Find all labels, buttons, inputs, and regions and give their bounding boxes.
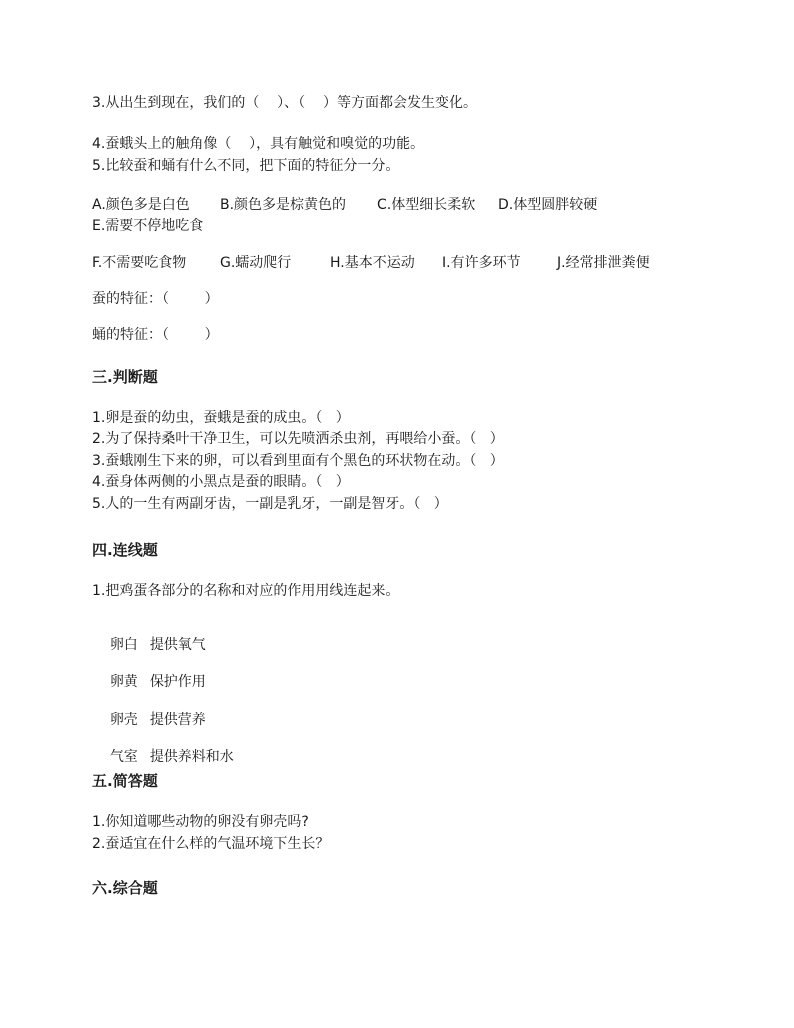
matching-left-item: 卵壳 xyxy=(109,712,138,728)
option-c: C.体型细长柔软 xyxy=(377,197,476,213)
option-e: E.需要不停地吃食 xyxy=(92,218,204,234)
silkworm-features: 蚕的特征：（ ） xyxy=(92,291,219,307)
question-3: 3.从出生到现在，我们的（ ）、（ ）等方面都会发生变化。 xyxy=(92,95,477,111)
section-title-judgment: 三.判断题 xyxy=(92,368,158,386)
option-a: A.颜色多是白色 xyxy=(92,197,190,213)
pupa-features: 蛹的特征：（ ） xyxy=(92,327,219,343)
matching-right-item: 提供营养 xyxy=(149,712,206,728)
option-g: G.蠕动爬行 xyxy=(220,255,292,271)
judgment-item-3: 3.蚕蛾刚生下来的卵，可以看到里面有个黑色的环状物在动。（ ） xyxy=(92,453,504,469)
judgment-item-5: 5.人的一生有两副牙齿，一副是乳牙，一副是智牙。（ ） xyxy=(92,496,448,512)
question-4: 4.蚕蛾头上的触角像（ ），具有触觉和嗅觉的功能。 xyxy=(92,136,425,152)
section-title-matching: 四.连线题 xyxy=(92,541,158,559)
short-answer-item-2: 2.蚕适宜在什么样的气温环境下生长？ xyxy=(92,836,330,852)
option-i: I.有许多环节 xyxy=(442,255,521,271)
option-h: H.基本不运动 xyxy=(330,255,415,271)
judgment-item-2: 2.为了保持桑叶干净卫生，可以先喷洒杀虫剂，再喂给小蚕。（ ） xyxy=(92,431,504,447)
option-b: B.颜色多是棕黄色的 xyxy=(220,197,347,213)
option-d: D.体型圆胖较硬 xyxy=(498,197,598,213)
option-f: F.不需要吃食物 xyxy=(92,255,187,271)
judgment-item-1: 1.卵是蚕的幼虫，蚕蛾是蚕的成虫。（ ） xyxy=(92,410,350,426)
question-5: 5.比较蚕和蛹有什么不同，把下面的特征分一分。 xyxy=(92,158,400,174)
matching-left-item: 卵黄 xyxy=(109,674,138,690)
option-j: J.经常排泄粪便 xyxy=(557,255,650,271)
judgment-item-4: 4.蚕身体两侧的小黑点是蚕的眼睛。（ ） xyxy=(92,474,350,490)
matching-right-item: 提供氧气 xyxy=(149,637,206,653)
section-title-comprehensive: 六.综合题 xyxy=(92,879,158,897)
matching-right-item: 保护作用 xyxy=(149,674,206,690)
matching-left-item: 卵白 xyxy=(109,637,138,653)
section-title-short-answer: 五.简答题 xyxy=(92,772,158,790)
short-answer-item-1: 1.你知道哪些动物的卵没有卵壳吗? xyxy=(92,814,309,830)
matching-left-item: 气室 xyxy=(109,749,138,765)
matching-right-item: 提供养料和水 xyxy=(149,749,234,765)
matching-question-1: 1.把鸡蛋各部分的名称和对应的作用用线连起来。 xyxy=(92,583,400,599)
